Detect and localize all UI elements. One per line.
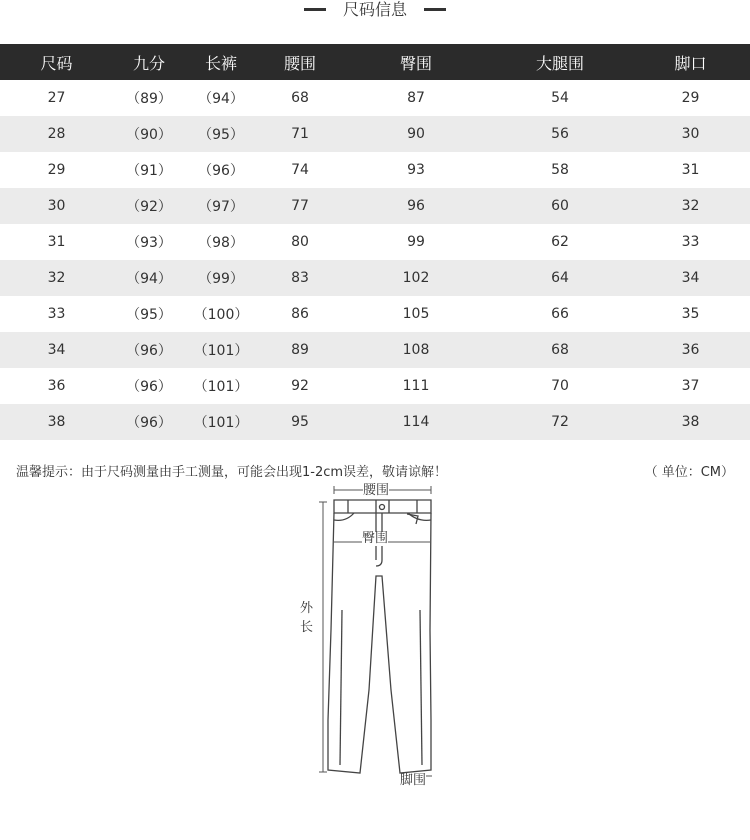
header-full-length: 长裤: [185, 44, 257, 80]
cell-hem: 30: [631, 116, 750, 152]
cell-waist: 71: [257, 116, 343, 152]
length-label-top: 外: [300, 601, 314, 616]
cell-size: 36: [0, 368, 113, 404]
length-label-bottom: 长: [300, 620, 314, 635]
table-row: [0, 152, 750, 188]
cell-full-length: （100）: [185, 296, 257, 332]
cell-full-length: （98）: [185, 224, 257, 260]
cell-waist: 95: [257, 404, 343, 440]
cell-waist: 77: [257, 188, 343, 224]
cell-ninth-length: （93）: [113, 224, 185, 260]
table-header-row: [0, 44, 750, 80]
table-row: [0, 332, 750, 368]
cell-full-length: （97）: [185, 188, 257, 224]
cell-hem: 34: [631, 260, 750, 296]
title-text: 尺码信息: [342, 0, 407, 19]
cell-waist: 74: [257, 152, 343, 188]
cell-waist: 83: [257, 260, 343, 296]
cell-waist: 80: [257, 224, 343, 260]
table-row: [0, 224, 750, 260]
pants-measurement-diagram: [290, 480, 460, 820]
hem-label: 脚围: [400, 773, 427, 788]
table-row: [0, 260, 750, 296]
cell-thigh: 66: [489, 296, 631, 332]
cell-size: 31: [0, 224, 113, 260]
cell-ninth-length: （91）: [113, 152, 185, 188]
cell-ninth-length: （92）: [113, 188, 185, 224]
cell-full-length: （94）: [185, 80, 257, 116]
table-row: [0, 188, 750, 224]
cell-hem: 33: [631, 224, 750, 260]
cell-thigh: 54: [489, 80, 631, 116]
cell-hem: 29: [631, 80, 750, 116]
cell-hem: 35: [631, 296, 750, 332]
header-ninth-length: 九分: [113, 44, 185, 80]
cell-hem: 36: [631, 332, 750, 368]
cell-ninth-length: （95）: [113, 296, 185, 332]
cell-hip: 114: [343, 404, 489, 440]
cell-hem: 37: [631, 368, 750, 404]
cell-hip: 93: [343, 152, 489, 188]
table-row: [0, 116, 750, 152]
cell-hip: 90: [343, 116, 489, 152]
cell-thigh: 62: [489, 224, 631, 260]
cell-thigh: 60: [489, 188, 631, 224]
cell-waist: 86: [257, 296, 343, 332]
cell-thigh: 56: [489, 116, 631, 152]
cell-hem: 32: [631, 188, 750, 224]
hip-label: 臀围: [362, 531, 389, 546]
cell-hip: 111: [343, 368, 489, 404]
cell-thigh: 64: [489, 260, 631, 296]
header-hip: 臀围: [343, 44, 489, 80]
unit-note: （ 单位：CM）: [644, 465, 734, 480]
cell-full-length: （101）: [185, 368, 257, 404]
table-row: [0, 404, 750, 440]
cell-thigh: 72: [489, 404, 631, 440]
table-row: [0, 80, 750, 116]
cell-full-length: （101）: [185, 332, 257, 368]
cell-hem: 38: [631, 404, 750, 440]
cell-hip: 99: [343, 224, 489, 260]
header-size: 尺码: [0, 44, 113, 80]
cell-thigh: 68: [489, 332, 631, 368]
cell-thigh: 58: [489, 152, 631, 188]
cell-hip: 105: [343, 296, 489, 332]
cell-ninth-length: （89）: [113, 80, 185, 116]
table-row: [0, 296, 750, 332]
cell-size: 28: [0, 116, 113, 152]
measurement-tip: 温馨提示：由于尺码测量由手工测量，可能会出现1-2cm误差，敬请谅解！: [16, 465, 448, 480]
cell-hip: 108: [343, 332, 489, 368]
cell-size: 33: [0, 296, 113, 332]
cell-ninth-length: （90）: [113, 116, 185, 152]
cell-thigh: 70: [489, 368, 631, 404]
cell-full-length: （99）: [185, 260, 257, 296]
cell-hip: 96: [343, 188, 489, 224]
header-thigh: 大腿围: [489, 44, 631, 80]
cell-hem: 31: [631, 152, 750, 188]
cell-size: 32: [0, 260, 113, 296]
cell-ninth-length: （96）: [113, 332, 185, 368]
cell-size: 30: [0, 188, 113, 224]
cell-full-length: （95）: [185, 116, 257, 152]
title-right-dash: [424, 8, 446, 11]
cell-size: 29: [0, 152, 113, 188]
cell-hip: 87: [343, 80, 489, 116]
cell-size: 27: [0, 80, 113, 116]
table-row: [0, 368, 750, 404]
cell-waist: 89: [257, 332, 343, 368]
cell-full-length: （96）: [185, 152, 257, 188]
waist-label: 腰围: [363, 483, 390, 498]
cell-ninth-length: （96）: [113, 404, 185, 440]
cell-size: 34: [0, 332, 113, 368]
header-waist: 腰围: [257, 44, 343, 80]
cell-size: 38: [0, 404, 113, 440]
cell-ninth-length: （94）: [113, 260, 185, 296]
cell-waist: 92: [257, 368, 343, 404]
cell-waist: 68: [257, 80, 343, 116]
cell-hip: 102: [343, 260, 489, 296]
header-hem: 脚口: [631, 44, 750, 80]
size-table: [0, 44, 750, 440]
section-title: [0, 0, 750, 22]
cell-ninth-length: （96）: [113, 368, 185, 404]
cell-full-length: （101）: [185, 404, 257, 440]
